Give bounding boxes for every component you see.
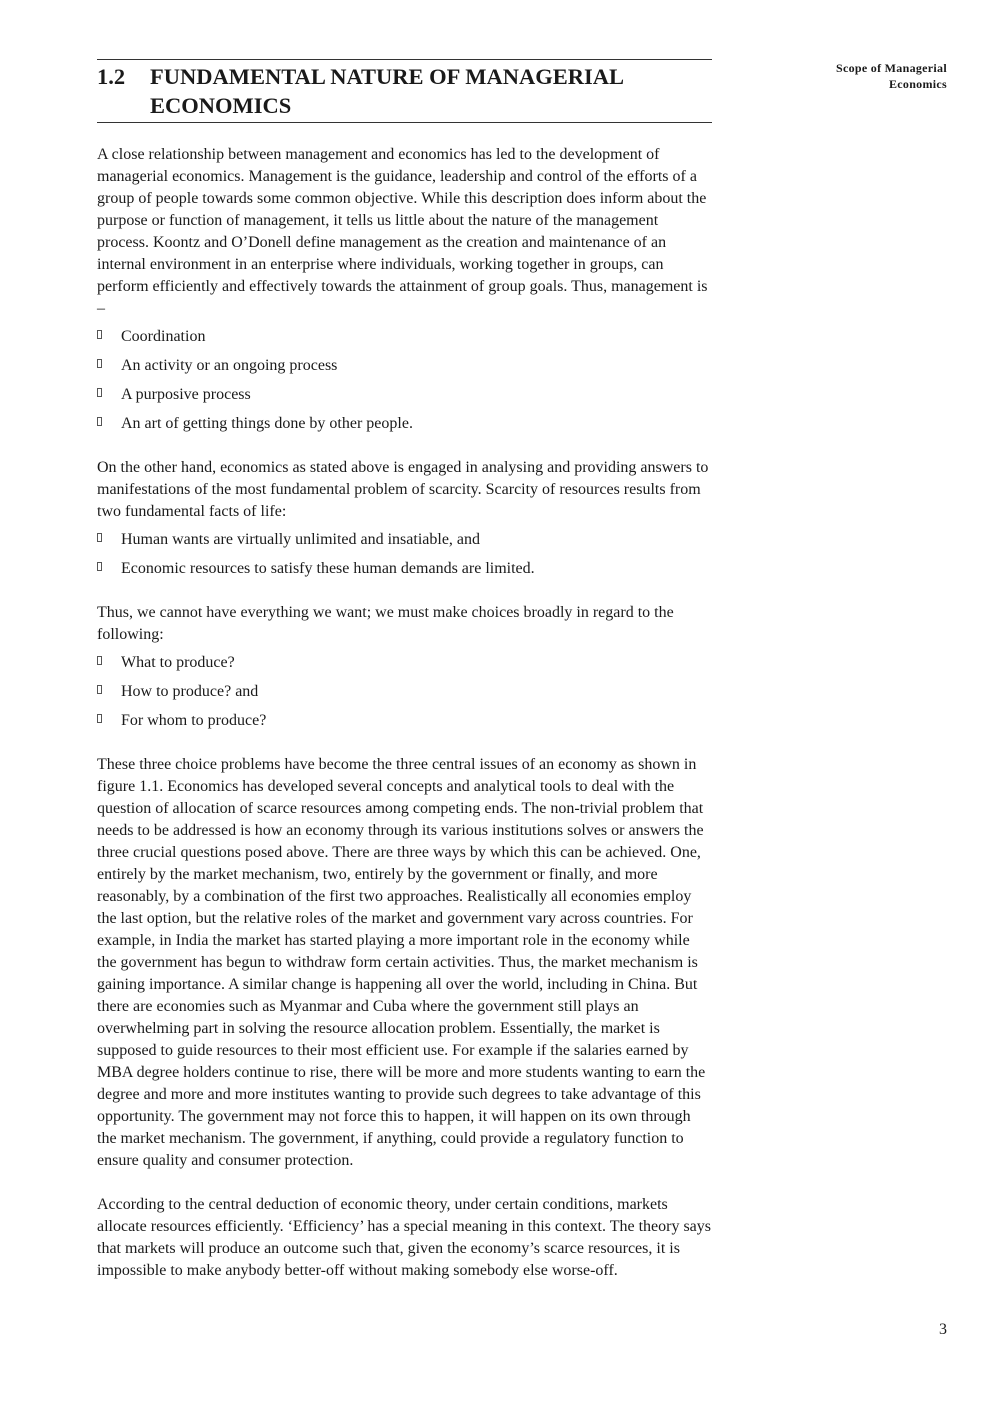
list-item: Coordination [97, 326, 712, 348]
bullet-icon [97, 417, 102, 426]
bullet-icon [97, 685, 102, 694]
list-item: An art of getting things done by other people. [97, 413, 712, 435]
paragraph-efficiency: According to the central deduction of economic theory, under certain conditions, markets allocate resources efficiently. ‘Efficiency’ has a special meaning in this context. The theory says that markets will produce an outcome such that, given the economy’s scarce resources, it is impossible to make anybody better-off without making somebody else worse-off. [97, 1196, 711, 1279]
bullet-icon [97, 330, 102, 339]
page-number: 3 [939, 1321, 947, 1338]
paragraph-scarcity: On the other hand, economics as stated above is engaged in analysing and providing answers to manifestations of the most fundamental problem of scarcity. Scarcity of resources results from two fundamental facts of life: [97, 459, 709, 520]
bullet-icon [97, 562, 102, 571]
running-header-line1: Scope of Managerial [835, 61, 947, 75]
list-item: Human wants are virtually unlimited and insatiable, and [97, 529, 712, 551]
scarcity-list [97, 529, 712, 580]
bullet-icon [97, 714, 102, 723]
section-title-line2: ECONOMICS [150, 93, 292, 118]
paragraph-central-issues: These three choice problems have become the three central issues of an economy as shown in figure 1.1. Economics has developed several concepts and analytical tools to deal with the question of allocation of scarce resources among competing ends. The non-trivial problem that needs to be addressed is how an economy through its various institutions solves or answers the three crucial questions posed above. There are three ways by which this can be achieved. One, entirely by the market mechanism, two, entirely by the government or finally, and more reasonably, by a combination of the first two approaches. Realistically all economies employ the last option, but the relative roles of the market and government vary across countries. For example, in India the market has started playing a more important role in the economy while the government has begun to withdraw form certain activities. Thus, the market mechanism is gaining importance. A similar change is happening all over the world, including in China. But there are economies such as Myanmar and Cuba where the government still plays an overwhelming part in solving the resource allocation problem. Essentially, the market is supposed to guide resources to their most efficient use. For example if the salaries earned by MBA degree holders continue to rise, there will be more and more students wanting to earn the degree and more and more institutes wanting to provide such degrees to take advantage of this opportunity. The government may not force this to happen, it will happen on its own through the market mechanism. The government, if anything, could provide a regulatory function to ensure quality and consumer protection. [97, 756, 706, 1169]
bullet-icon [97, 656, 102, 665]
choices-list [97, 652, 712, 732]
list-item: A purposive process [97, 384, 712, 406]
management-list [97, 326, 712, 435]
list-item: An activity or an ongoing process [97, 355, 712, 377]
section-heading [97, 59, 712, 123]
bullet-icon [97, 388, 102, 397]
list-item: For whom to produce? [97, 710, 712, 732]
paragraph-choices: Thus, we cannot have everything we want; we must make choices broadly in regard to the following: [97, 604, 674, 643]
list-item: What to produce? [97, 652, 712, 674]
paragraph-management-definition: A close relationship between management and economics has led to the development of managerial economics. Management is the guidance, leadership and control of the efforts of a group of people towards some common objective. While this description does inform about the purpose or function of management, it tells us little about the nature of the management process. Koontz and O’Donell define management as the creation and maintenance of an internal environment in an enterprise where individuals, working together in groups, can perform efficiently and effectively towards the attainment of group goals. Thus, management is – [97, 146, 708, 317]
section-title-line1: FUNDAMENTAL NATURE OF MANAGERIAL [150, 64, 624, 89]
list-item: How to produce? and [97, 681, 712, 703]
bullet-icon [97, 359, 102, 368]
bullet-icon [97, 533, 102, 542]
page-body [97, 59, 712, 1282]
list-item: Economic resources to satisfy these human demands are limited. [97, 558, 712, 580]
section-title [150, 62, 712, 120]
running-header-line2: Economics [888, 77, 947, 91]
running-header [747, 60, 947, 92]
section-number: 1.2 [97, 64, 126, 89]
